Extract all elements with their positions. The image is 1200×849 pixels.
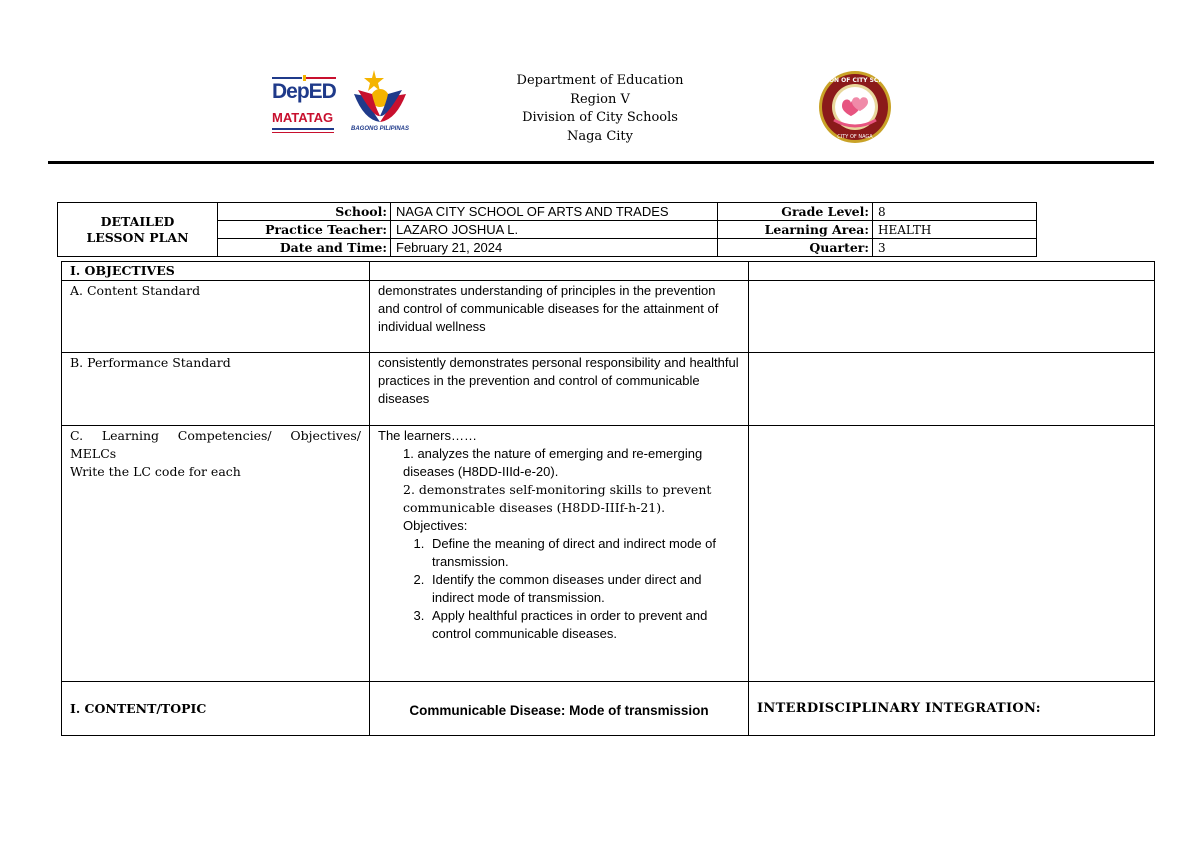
objectives-heading-col3[interactable] — [749, 262, 1155, 281]
deped-logo — [270, 74, 340, 140]
competencies-content-cell[interactable] — [370, 426, 749, 682]
grade-level-value[interactable]: 8 — [873, 203, 1037, 221]
learning-area-label: Learning Area: — [718, 221, 873, 239]
performance-standard-notes[interactable] — [749, 353, 1155, 426]
division-seal-icon — [808, 70, 902, 144]
practice-teacher-label: Practice Teacher: — [218, 221, 391, 239]
seal-top-text: DIVISION OF CITY SCHOOLS — [808, 77, 902, 84]
learning-area-value[interactable]: HEALTH — [873, 221, 1037, 239]
header-line-division: Division of City Schools — [522, 110, 678, 125]
objective-list — [378, 535, 740, 643]
header-line-region: Region V — [570, 91, 630, 107]
matatag-wordmark: MATATAG — [272, 110, 334, 125]
objective-item-1: 1. Define the meaning of direct and indirect mode of transmission. — [428, 535, 740, 571]
competencies-label-line2: MELCs — [70, 446, 117, 461]
objective-item-3: 3. Apply healthful practices in order to prevent and control communicable diseases. — [428, 607, 740, 643]
date-time-value[interactable]: February 21, 2024 — [391, 239, 718, 257]
learners-intro: The learners…… — [378, 428, 477, 443]
header-office-block — [440, 72, 760, 146]
objectives-heading-col2[interactable] — [370, 262, 749, 281]
content-topic-row — [62, 682, 1155, 736]
practice-teacher-value[interactable]: LAZARO JOSHUA L. — [391, 221, 718, 239]
dlp-title: DETAILED LESSON PLAN — [86, 213, 189, 245]
seal-bottom-text: CITY OF NAGA — [837, 134, 873, 140]
content-standard-label: A. Content Standard — [62, 281, 370, 353]
grade-level-label: Grade Level: — [718, 203, 873, 221]
date-time-label: Date and Time: — [218, 239, 391, 257]
school-label: School: — [218, 203, 391, 221]
performance-standard-label: B. Performance Standard — [62, 353, 370, 426]
content-topic-label: I. CONTENT/TOPIC — [62, 682, 370, 736]
header-line-department: Department of Education — [516, 73, 684, 88]
competency-item-1: 1. analyzes the nature of emerging and re-emerging diseases (H8DD-IIId-e-20). — [403, 446, 703, 479]
objectives-heading-row — [62, 262, 1155, 281]
bagong-pilipinas-text: BAGONG PILIPINAS — [350, 126, 409, 132]
bagong-pilipinas-logo — [344, 68, 416, 138]
competencies-notes[interactable] — [749, 426, 1155, 682]
competencies-label-line1: C. Learning Competencies/ Objectives/ — [70, 428, 361, 443]
quarter-label: Quarter: — [718, 239, 873, 257]
dlp-title-cell — [58, 203, 218, 257]
content-standard-row — [62, 281, 1155, 353]
objective-item-2: 2. Identify the common diseases under direct and indirect mode of transmission. — [428, 571, 740, 607]
performance-standard-text[interactable]: consistently demonstrates personal responsibility and healthful practices in the prevention and control of communicable diseases — [370, 353, 749, 426]
header-divider — [48, 161, 1154, 164]
content-standard-text[interactable]: demonstrates understanding of principles in the prevention and control of communicable diseases for the attainment of individual wellness — [370, 281, 749, 353]
competencies-label-cell — [62, 426, 370, 682]
division-seal — [808, 70, 902, 144]
header-line-city: Naga City — [566, 128, 633, 144]
competencies-row — [62, 426, 1155, 682]
competency-item-2: 2. demonstrates self-monitoring skills to prevent communicable diseases (H8DD-IIIf-h-21). — [403, 482, 712, 515]
competencies-label-line3: Write the LC code for each — [70, 464, 241, 479]
school-value[interactable]: NAGA CITY SCHOOL OF ARTS AND TRADES — [391, 203, 718, 221]
content-standard-notes[interactable] — [749, 281, 1155, 353]
deped-wordmark: DepED — [272, 80, 336, 103]
objectives-heading: I. OBJECTIVES — [62, 262, 370, 281]
info-row-school — [58, 203, 1037, 221]
quarter-value[interactable]: 3 — [873, 239, 1037, 257]
interdisciplinary-integration-label: INTERDISCIPLINARY INTEGRATION: — [749, 682, 1155, 736]
content-topic-value[interactable]: Communicable Disease: Mode of transmission — [370, 682, 749, 736]
objectives-sub-label: Objectives: — [403, 518, 468, 533]
deped-tagline-bar — [272, 128, 334, 130]
objectives-table — [61, 261, 1155, 736]
deped-tagline-bar2 — [272, 132, 334, 133]
bagong-pilipinas-emblem-icon — [344, 68, 416, 126]
lesson-info-table — [57, 202, 1037, 257]
performance-standard-row — [62, 353, 1155, 426]
